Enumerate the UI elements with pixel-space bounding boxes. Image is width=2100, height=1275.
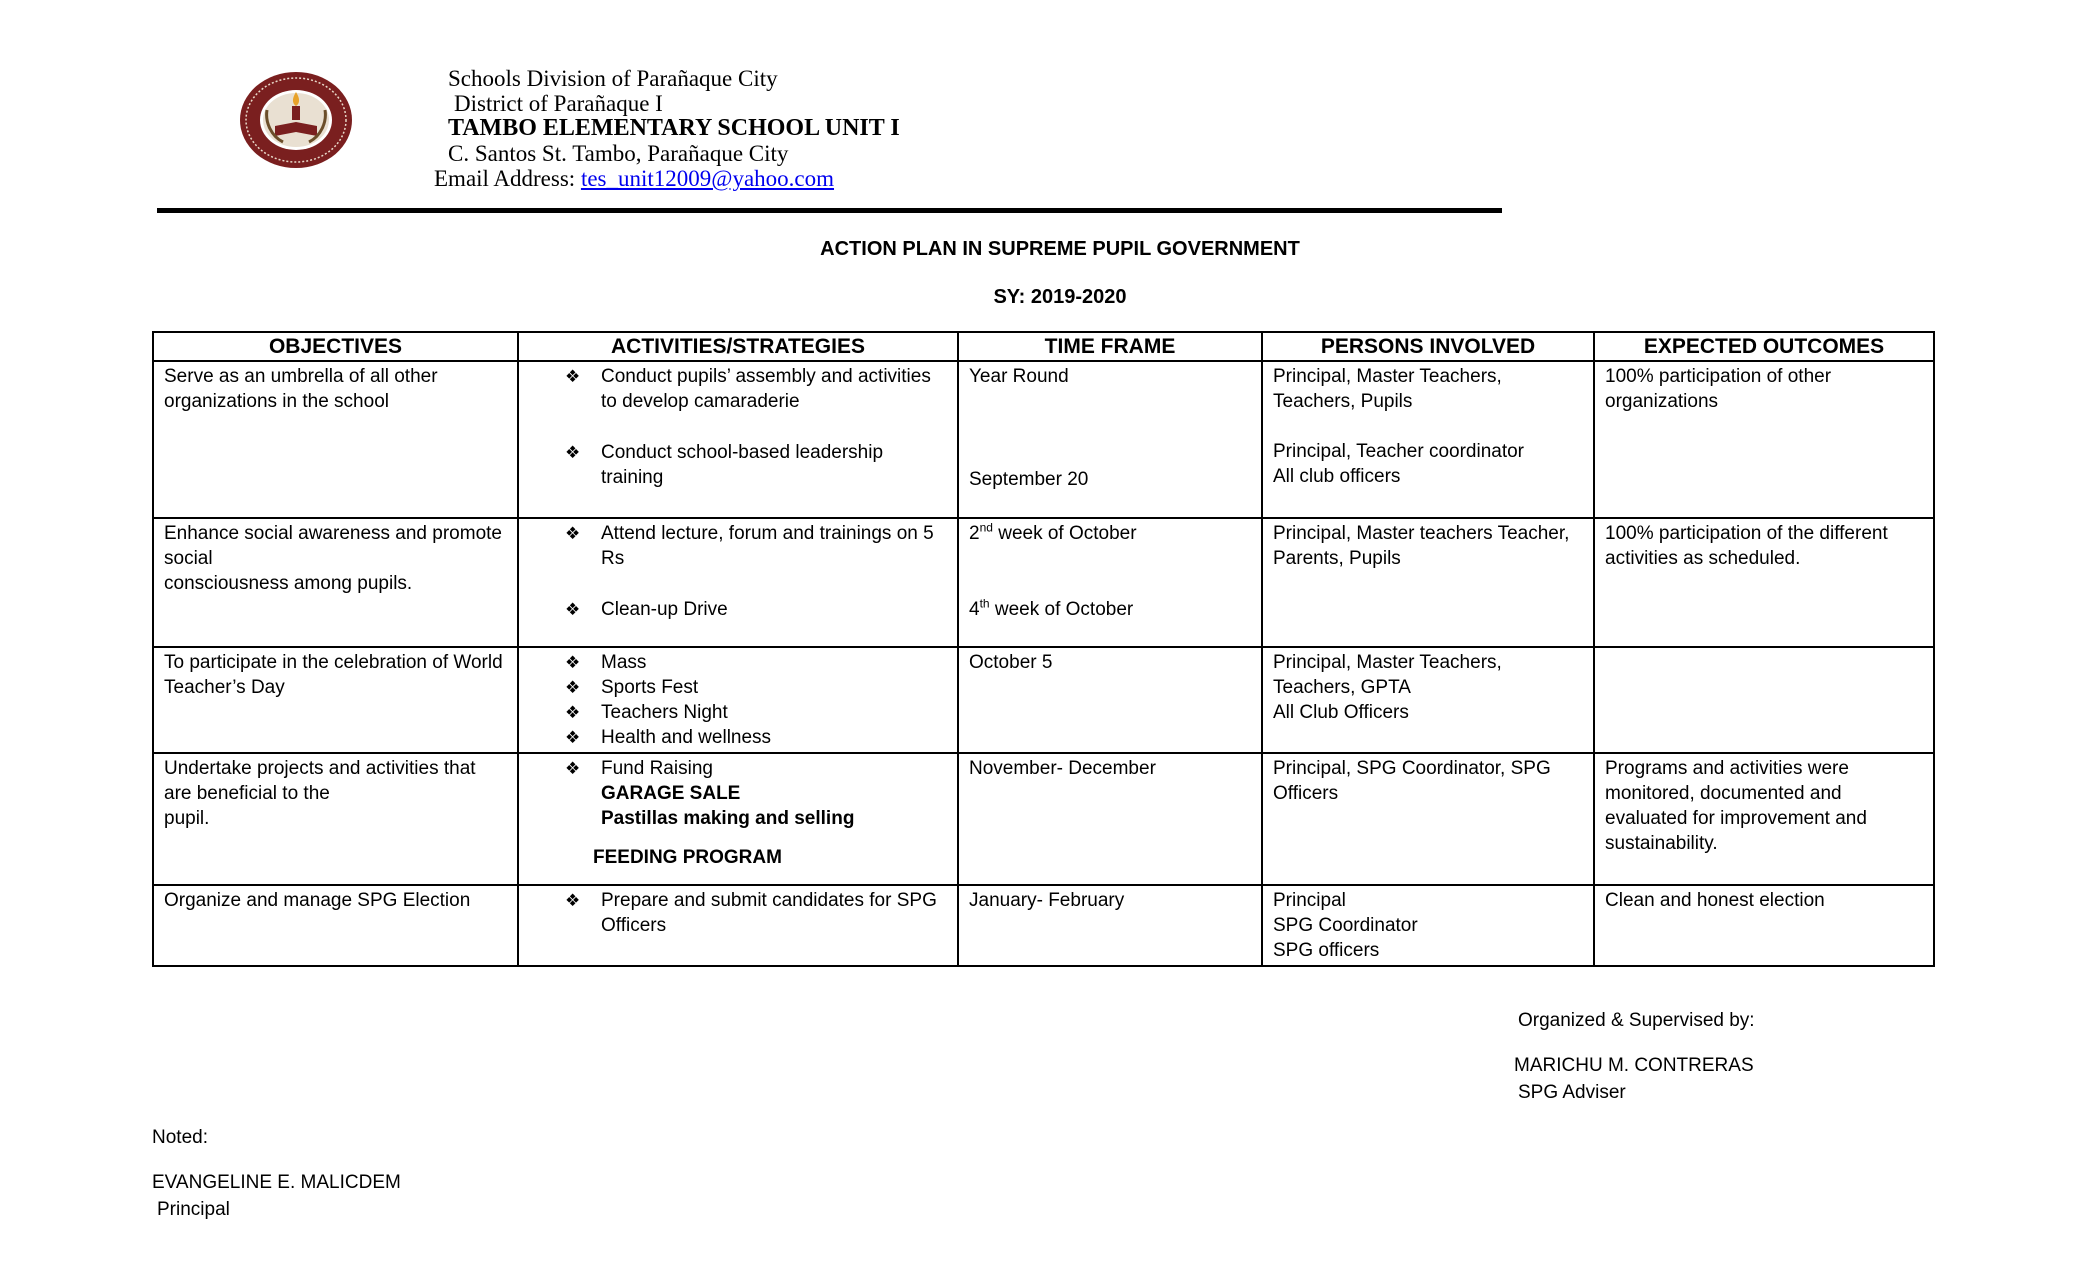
persons-text: Principal, Master Teachers, Teachers, GPTA [1273,652,1502,698]
col-header-outcomes: EXPECTED OUTCOMES [1594,332,1934,361]
time-frame-text [969,597,1251,622]
activity-item: ❖ Teachers Night [529,700,947,725]
table-row [153,361,1934,518]
principal-role: Principal [157,1199,230,1220]
time-frame-text: September 20 [969,469,1089,490]
activity-item: ❖ Mass [529,650,947,675]
time-frame-rest: week of October [992,523,1137,544]
header-divider [157,208,1502,213]
ordinal-number: 2 [969,523,980,544]
persons-cell: Principal, SPG Coordinator, SPG Officers [1262,753,1594,885]
activity-item: ❖ Clean-up Drive [529,597,947,622]
persons-cell [1262,361,1594,518]
table-row [153,885,1934,966]
outcome-cell: 100% participation of the different activities as scheduled. [1594,518,1934,647]
activity-item: ❖ Conduct school-based leadership training [529,440,947,490]
email-label: Email Address: [434,166,576,191]
outcome-cell: 100% participation of other organizations [1594,361,1934,518]
activities-cell [518,647,958,753]
col-header-objectives: OBJECTIVES [153,332,518,361]
activity-item: ❖ Fund Raising [529,756,947,781]
col-header-persons: PERSONS INVOLVED [1262,332,1594,361]
adviser-role: SPG Adviser [1518,1082,1626,1103]
persons-text: All club officers [1273,466,1401,487]
activity-item: ❖ Conduct pupils’ assembly and activities to develop camaraderie [529,364,947,414]
activities-cell [518,753,958,885]
outcome-cell: Clean and honest election [1594,885,1934,966]
persons-cell [1262,885,1594,966]
persons-cell: Principal, Master teachers Teacher, Parents, Pupils [1262,518,1594,647]
outcome-cell [1594,647,1934,753]
persons-text: Principal, Master Teachers, Teachers, Pupils [1273,366,1502,412]
activities-cell [518,885,958,966]
objective-text: consciousness among pupils. [164,573,413,594]
district-name: District of Parañaque I [454,91,663,116]
objective-cell: To participate in the celebration of World Teacher’s Day [153,647,518,753]
time-frame-cell [958,361,1262,518]
ordinal-suffix: th [979,596,990,611]
school-name: TAMBO ELEMENTARY SCHOOL UNIT I [448,115,900,141]
email-line [400,166,900,191]
objective-cell: Serve as an umbrella of all other organizations in the school [153,361,518,518]
activity-subitem: GARAGE SALE [601,783,741,804]
persons-text: Principal [1273,890,1346,911]
activity-item: ❖ Attend lecture, forum and trainings on 5 Rs [529,521,947,571]
adviser-name: MARICHU M. CONTRERAS [1514,1055,1754,1076]
time-frame-text [969,521,1251,546]
activity-item: ❖ Sports Fest [529,675,947,700]
principal-name: EVANGELINE E. MALICDEM [152,1172,401,1193]
school-year: SY: 2019-2020 [993,286,1127,308]
col-header-activities: ACTIVITIES/STRATEGIES [518,332,958,361]
table-row [153,753,1934,885]
persons-cell [1262,647,1594,753]
ordinal-number: 4 [969,599,980,620]
time-frame-rest: week of October [989,599,1134,620]
action-plan-table [152,331,1935,967]
letterhead [400,66,900,191]
objective-cell: Organize and manage SPG Election [153,885,518,966]
time-frame-cell [958,518,1262,647]
objective-text: Enhance social awareness and promote social [164,523,502,569]
document-title: ACTION PLAN IN SUPREME PUPIL GOVERNMENT [820,238,1300,260]
activity-subitem: FEEDING PROGRAM [593,847,782,868]
email-link[interactable]: tes_unit12009@yahoo.com [580,166,835,191]
col-header-time-frame: TIME FRAME [958,332,1262,361]
objective-text: Undertake projects and activities that are beneficial to the [164,758,476,804]
ordinal-suffix: nd [979,520,993,535]
objective-cell [153,518,518,647]
division-name: Schools Division of Parañaque City [448,66,778,91]
time-frame-cell: October 5 [958,647,1262,753]
table-row [153,647,1934,753]
school-seal-logo [237,70,355,170]
activity-item: ❖ Health and wellness [529,725,947,750]
organized-label: Organized & Supervised by: [1518,1010,1755,1031]
activity-subitem: Pastillas making and selling [601,808,855,829]
persons-text: All Club Officers [1273,702,1409,723]
activities-cell [518,518,958,647]
persons-text: Principal, Teacher coordinator [1273,441,1525,462]
outcome-cell: Programs and activities were monitored, documented and evaluated for improvement and sustainability. [1594,753,1934,885]
time-frame-text: Year Round [969,366,1069,387]
objective-text: pupil. [164,808,210,829]
persons-text: SPG officers [1273,940,1380,961]
persons-text: SPG Coordinator [1273,915,1418,936]
adviser-signature-block [1514,1052,1754,1106]
table-row [153,518,1934,647]
principal-signature-block [152,1169,401,1223]
school-address: C. Santos St. Tambo, Parañaque City [448,141,789,166]
noted-label: Noted: [152,1127,208,1148]
time-frame-cell: January- February [958,885,1262,966]
activity-item: ❖ Prepare and submit candidates for SPG Officers [529,888,947,938]
table-header-row [153,332,1934,361]
objective-cell [153,753,518,885]
activities-cell [518,361,958,518]
time-frame-cell: November- December [958,753,1262,885]
